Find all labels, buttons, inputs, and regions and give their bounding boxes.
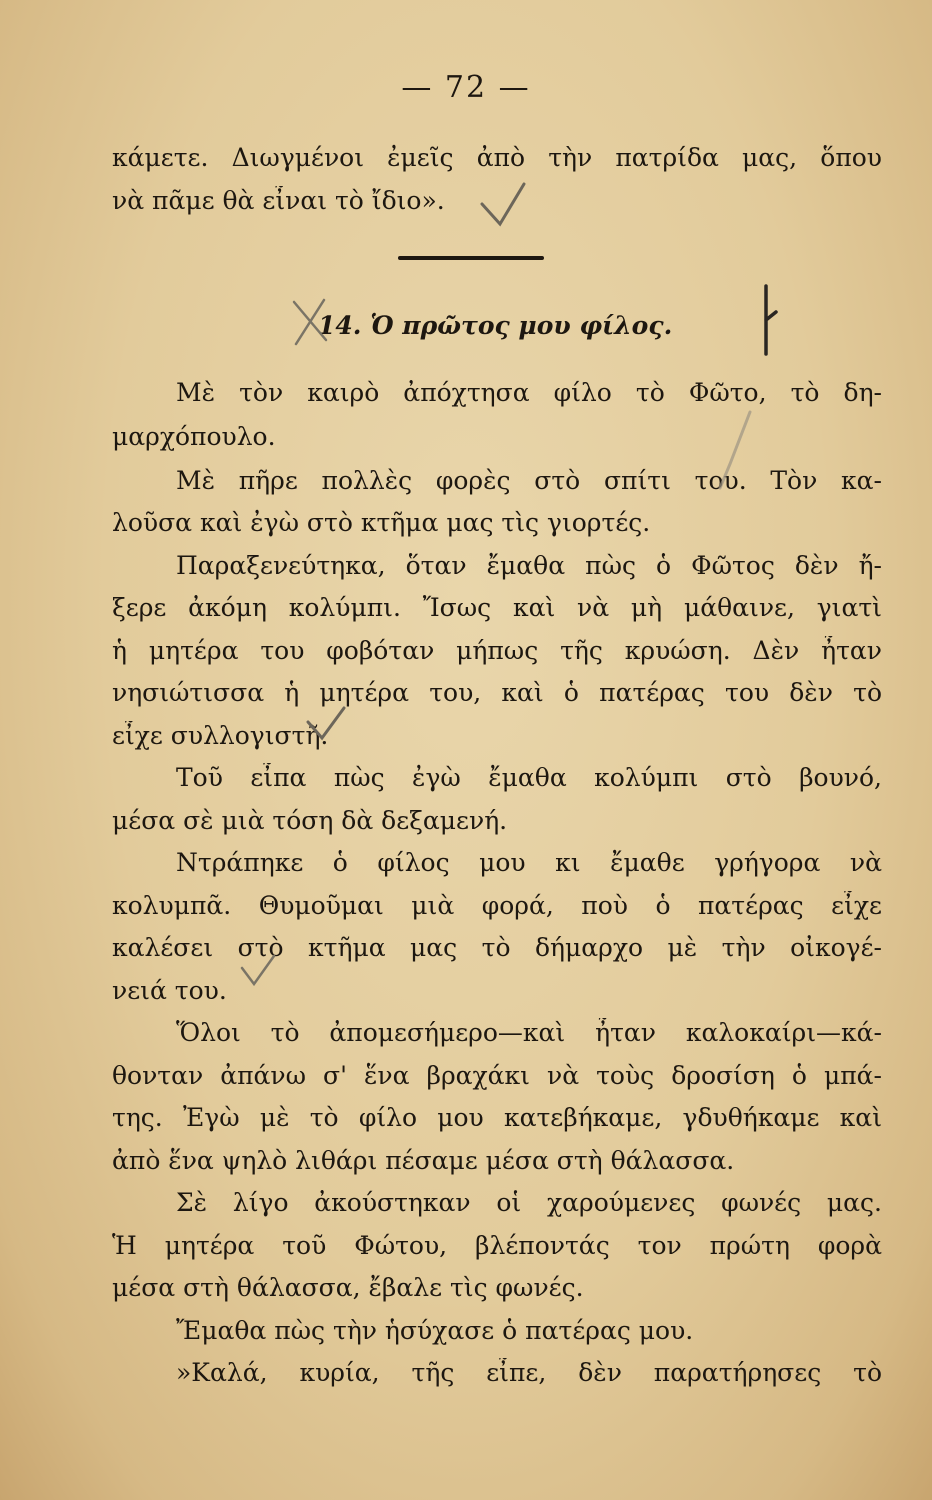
text-line: εἶχε συλλογιστῆ.: [112, 721, 329, 750]
text-line: της. Ἐγὼ μὲ τὸ φίλο μου κατεβήκαμε, γδυθήκαμε καὶ: [112, 1103, 882, 1132]
text-line: »Καλά, κυρία, τῆς εἶπε, δὲν παρατήρησες τὸ: [176, 1358, 882, 1387]
text-line: ἡ μητέρα του φοβόταν μήπως τῆς κρυώση. Δὲν ἦταν: [112, 636, 882, 665]
text-line: ξερε ἀκόμη κολύμπι. Ἴσως καὶ νὰ μὴ μάθαινε, γιατὶ: [112, 593, 882, 622]
text-line: νειά του.: [112, 976, 227, 1005]
text-line: μέσα σὲ μιὰ τόση δὰ δεξαμενή.: [112, 806, 508, 835]
text-line: Σὲ λίγο ἀκούστηκαν οἱ χαρούμενες φωνές μας.: [176, 1188, 882, 1217]
text-line: κολυμπᾶ. Θυμοῦμαι μιὰ φορά, ποὺ ὁ πατέρας εἶχε: [112, 891, 882, 920]
section-divider: [398, 256, 544, 260]
text-line: Ὅλοι τὸ ἀπομεσήμερο—καὶ ἦταν καλοκαίρι—κά-: [176, 1018, 882, 1047]
text-line: μέσα στὴ θάλασσα, ἔβαλε τὶς φωνές.: [112, 1273, 584, 1302]
text-line: καλέσει στὸ κτῆμα μας τὸ δήμαρχο μὲ τὴν οἰκογέ-: [112, 933, 882, 962]
text-line: θονταν ἀπάνω σ' ἕνα βραχάκι νὰ τοὺς δροσίση ὁ μπά-: [112, 1061, 882, 1090]
pencil-bracket-mark-icon: [752, 282, 782, 362]
text-line: λοῦσα καὶ ἐγὼ στὸ κτῆμα μας τὶς γιορτές.: [112, 508, 651, 537]
section-heading: 14. Ὁ πρῶτος μου φίλος.: [318, 311, 673, 340]
text-line: κάμετε. Διωγμένοι ἐμεῖς ἀπὸ τὴν πατρίδα μας, ὅπου: [112, 143, 882, 172]
text-line: νὰ πᾶμε θὰ εἶναι τὸ ἴδιο».: [112, 186, 445, 215]
text-line: Μὲ τὸν καιρὸ ἀπόχτησα φίλο τὸ Φῶτο, τὸ δη-: [176, 378, 882, 407]
text-line: Ντράπηκε ὁ φίλος μου κι ἔμαθε γρήγορα νὰ: [176, 848, 882, 877]
text-line: Τοῦ εἶπα πὼς ἐγὼ ἔμαθα κολύμπι στὸ βουνό,: [176, 763, 882, 792]
text-line: νησιώτισσα ἡ μητέρα του, καὶ ὁ πατέρας του δὲν τὸ: [112, 678, 882, 707]
text-line: Παραξενεύτηκα, ὅταν ἔμαθα πὼς ὁ Φῶτος δὲν ἤ-: [176, 551, 882, 580]
text-line: ἀπὸ ἕνα ψηλὸ λιθάρι πέσαμε μέσα στὴ θάλασσα.: [112, 1146, 735, 1175]
page-number: — 72 —: [401, 70, 531, 105]
text-line: Μὲ πῆρε πολλὲς φορὲς στὸ σπίτι του. Τὸν κα-: [176, 466, 882, 495]
text-line: Ἡ μητέρα τοῦ Φώτου, βλέποντάς τον πρώτη φορὰ: [112, 1231, 882, 1260]
text-line: Ἔμαθα πὼς τὴν ἡσύχασε ὁ πατέρας μου.: [176, 1316, 694, 1345]
text-line: μαρχόπουλο.: [112, 422, 276, 451]
